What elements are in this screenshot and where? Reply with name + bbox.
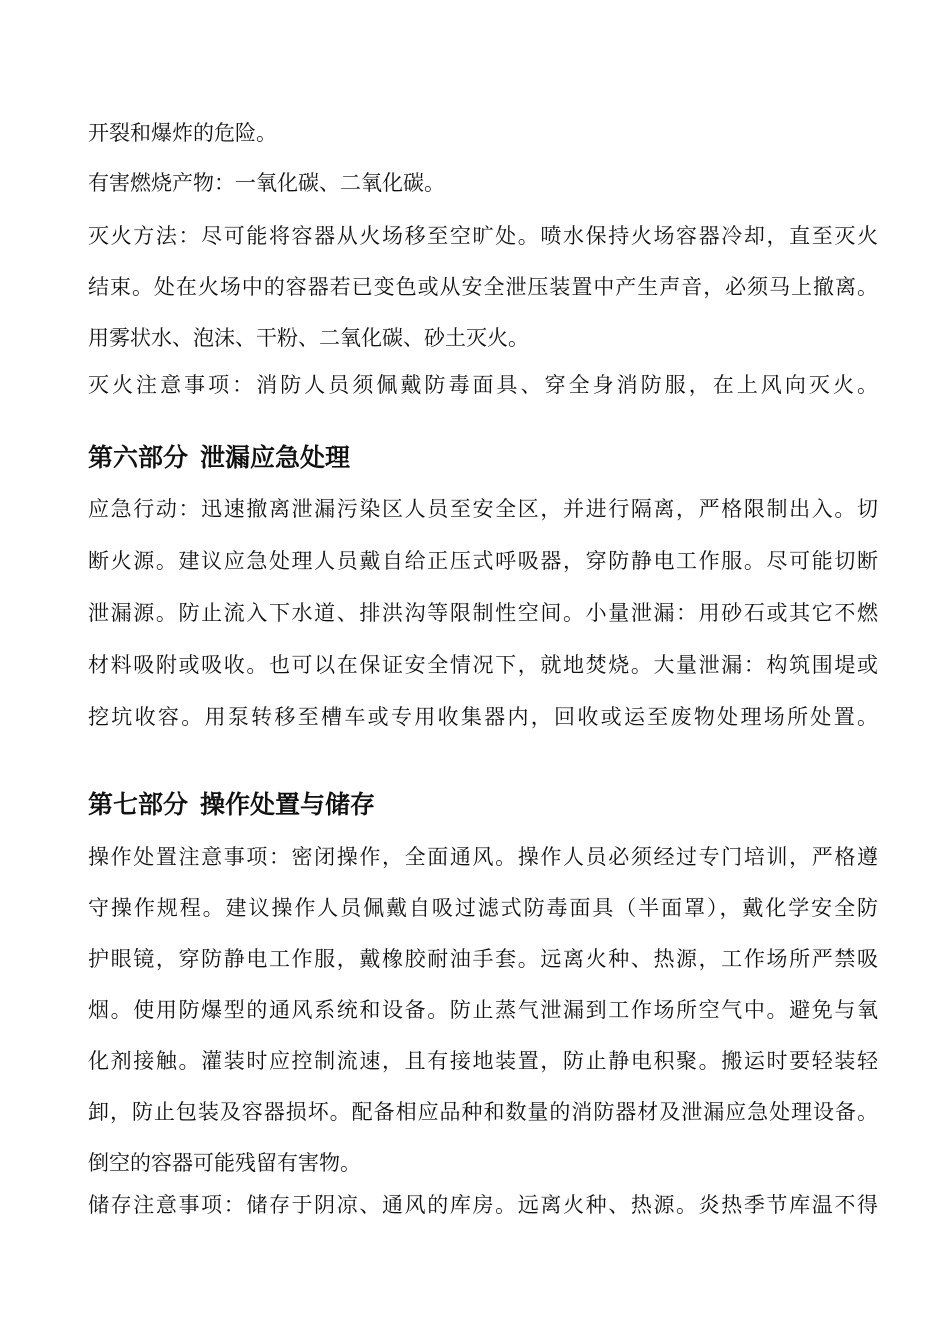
- text-line: 卸，防止包装及容器损坏。配备相应品种和数量的消防器材及泄漏应急处理设备。: [88, 1100, 879, 1124]
- storage-precautions-paragraph: [88, 1186, 880, 1225]
- section-number: 第七部分: [88, 790, 189, 819]
- text-line: 泄漏源。防止流入下水道、排洪沟等限制性空间。小量泄漏：用砂石或其它不燃: [88, 601, 880, 625]
- emergency-action-paragraph: [88, 490, 880, 737]
- firefighting-precautions-paragraph: [88, 366, 881, 405]
- text-line: 守操作规程。建议操作人员佩戴自吸过滤式防毒面具（半面罩），戴化学安全防: [88, 896, 880, 920]
- text-line: 应急行动：迅速撤离泄漏污染区人员至安全区，并进行隔离，严格限制出入。切: [88, 497, 880, 521]
- text-line: 护眼镜，穿防静电工作服，戴橡胶耐油手套。远离火种、热源，工作场所严禁吸: [88, 947, 880, 971]
- extinguishing-method-paragraph: [88, 217, 880, 358]
- text-line: 用雾状水、泡沫、干粉、二氧化碳、砂土灭火。: [88, 326, 529, 350]
- section-number: 第六部分: [88, 443, 189, 472]
- section-title: 泄漏应急处理: [200, 443, 351, 472]
- section-title: 操作处置与储存: [200, 790, 376, 819]
- text-line: 倒空的容器可能残留有害物。: [88, 1151, 361, 1175]
- text-line: 储存注意事项：储存于阴凉、通风的库房。远离火种、热源。炎热季节库温不得: [88, 1193, 880, 1217]
- text-line: 开裂和爆炸的危险。: [88, 121, 277, 145]
- section-7-heading: [88, 787, 375, 823]
- text-line: 结束。处在火场中的容器若已变色或从安全泄压装置中产生声音，必须马上撤离。: [88, 275, 879, 299]
- section-6-heading: [88, 440, 350, 476]
- text-line: 灭火方法：尽可能将容器从火场移至空旷处。喷水保持火场容器冷却，直至灭火: [88, 224, 880, 248]
- text-line: 挖坑收容。用泵转移至槽车或专用收集器内，回收或运至废物处理场所处置。: [88, 705, 881, 729]
- text-line: 材料吸附或吸收。也可以在保证安全情况下，就地焚烧。大量泄漏：构筑围堤或: [88, 653, 880, 677]
- text-line: 烟。使用防爆型的通风系统和设备。防止蒸气泄漏到工作场所空气中。避免与氧: [88, 998, 880, 1022]
- text-line: 断火源。建议应急处理人员戴自给正压式呼吸器，穿防静电工作服。尽可能切断: [88, 549, 880, 573]
- text-line: 化剂接触。灌装时应控制流速，且有接地装置，防止静电积聚。搬运时要轻装轻: [88, 1049, 880, 1073]
- text-line: 灭火注意事项：消防人员须佩戴防毒面具、穿全身消防服，在上风向灭火。: [88, 373, 882, 397]
- fire-hazard-paragraph: [88, 114, 277, 153]
- text-line: 有害燃烧产物：一氧化碳、二氧化碳。: [88, 171, 445, 195]
- text-line: 操作处置注意事项：密闭操作，全面通风。操作人员必须经过专门培训，严格遵: [88, 845, 880, 869]
- handling-precautions-paragraph: [88, 838, 880, 1183]
- combustion-products-paragraph: [88, 164, 445, 203]
